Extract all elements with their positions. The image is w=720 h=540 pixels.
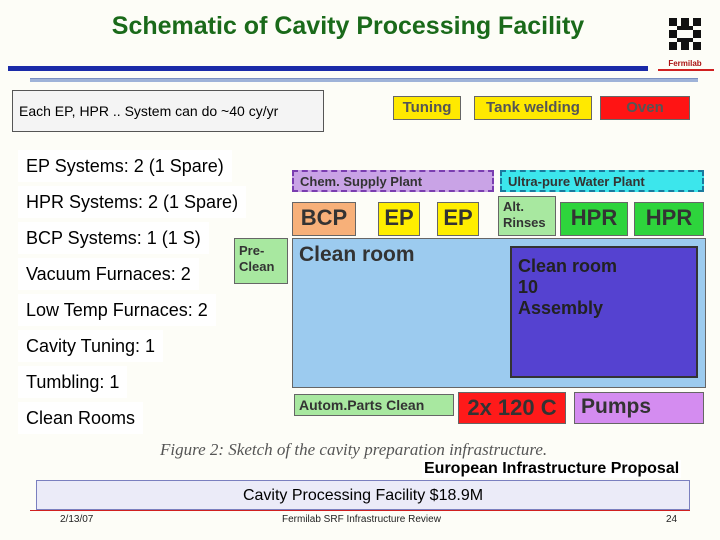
footer-page-number: 24 xyxy=(666,514,678,525)
stat-hpr-systems: HPR Systems: 2 (1 Spare) xyxy=(18,186,246,218)
fermilab-logo xyxy=(660,14,710,70)
clean-room-10-assembly xyxy=(510,246,698,378)
ep-station-2: EP xyxy=(437,202,479,236)
furnace-120c: 2x 120 C xyxy=(458,392,566,424)
slide-title: Schematic of Cavity Processing Facility xyxy=(111,12,585,40)
fermilab-logo-icon xyxy=(665,14,705,54)
stat-cavity-tuning: Cavity Tuning: 1 xyxy=(18,330,163,362)
pre-clean-line-1: Pre- xyxy=(239,243,265,258)
alt-rinses-line-2: Rinses xyxy=(503,215,546,230)
tuning-box: Tuning xyxy=(393,96,461,120)
stat-clean-rooms: Clean Rooms xyxy=(18,402,143,434)
water-plant: Ultra-pure Water Plant xyxy=(500,170,704,192)
autom-parts-clean: Autom.Parts Clean xyxy=(294,394,454,416)
header-bar xyxy=(30,78,698,82)
clean-room-label: Clean room xyxy=(299,243,415,266)
stat-tumbling: Tumbling: 1 xyxy=(18,366,127,398)
tank-welding-box: Tank welding xyxy=(474,96,592,120)
proposal-label: European Infrastructure Proposal xyxy=(424,460,680,477)
stat-vacuum-furnaces: Vacuum Furnaces: 2 xyxy=(18,258,199,290)
figure-caption: Figure 2: Sketch of the cavity preparation infrastructure. xyxy=(160,440,548,459)
clean-room-10-line-2: 10 xyxy=(518,277,539,297)
stat-bcp-systems: BCP Systems: 1 (1 S) xyxy=(18,222,209,254)
alt-rinses-line-1: Alt. xyxy=(503,199,524,214)
footer-title: Fermilab SRF Infrastructure Review xyxy=(282,514,441,525)
hpr-station-1: HPR xyxy=(560,202,628,236)
alt-rinses-box xyxy=(498,196,556,236)
bcp-station: BCP xyxy=(292,202,356,236)
hpr-station-2: HPR xyxy=(634,202,704,236)
cost-bar: Cavity Processing Facility $18.9M xyxy=(36,480,690,510)
capacity-note: Each EP, HPR .. System can do ~40 cy/yr xyxy=(12,90,324,132)
ep-station-1: EP xyxy=(378,202,420,236)
logo-text: Fermilab xyxy=(668,59,702,68)
clean-room-10-line-1: Clean room xyxy=(518,256,618,276)
chem-supply-plant: Chem. Supply Plant xyxy=(292,170,494,192)
oven-box: Oven xyxy=(600,96,690,120)
title-rule-accent xyxy=(658,69,714,71)
stat-low-temp-furnaces: Low Temp Furnaces: 2 xyxy=(18,294,216,326)
footer-rule xyxy=(30,510,690,511)
clean-room-10-line-3: Assembly xyxy=(518,298,604,318)
pre-clean-line-2: Clean xyxy=(239,259,275,274)
title-rule xyxy=(8,66,648,71)
pumps-box: Pumps xyxy=(574,392,704,424)
pre-clean-box xyxy=(234,238,288,284)
footer-date: 2/13/07 xyxy=(60,514,94,525)
stat-ep-systems: EP Systems: 2 (1 Spare) xyxy=(18,150,232,182)
